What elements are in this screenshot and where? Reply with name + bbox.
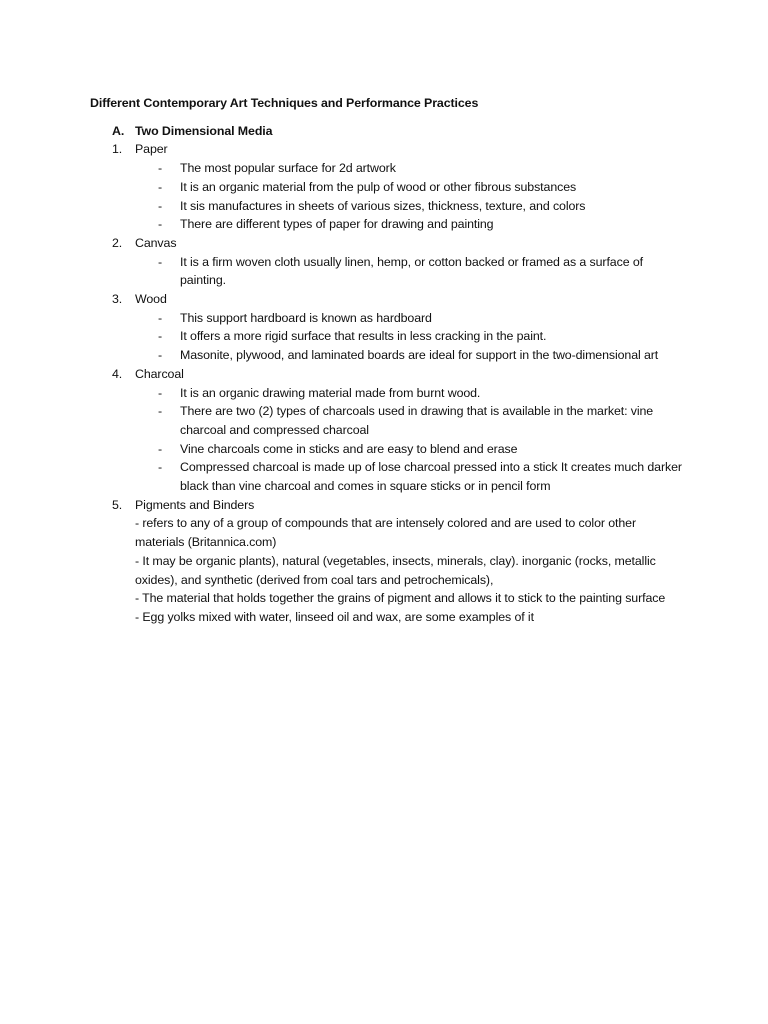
item-number: 1. bbox=[112, 142, 123, 157]
charcoal-bullets bbox=[90, 384, 688, 496]
bullet-item: - There are different types of paper for drawing and painting bbox=[158, 217, 494, 232]
bullet-item: - This support hardboard is known as hardboard bbox=[158, 310, 432, 325]
paper-bullets bbox=[90, 159, 688, 234]
bullet-item: - Compressed charcoal is made up of lose charcoal pressed into a stick It creates much darker black than vine charcoal and comes in square sticks or in pencil form bbox=[158, 460, 682, 494]
document-title: Different Contemporary Art Techniques and Performance Practices bbox=[90, 96, 479, 110]
pigments-paragraph: - refers to any of a group of compounds that are intensely colored and are used to color other materials (Britannica.com) bbox=[135, 516, 636, 550]
bullet-item: - It is an organic material from the pulp of wood or other fibrous substances bbox=[158, 179, 577, 194]
item-label: Paper bbox=[135, 142, 168, 157]
bullet-item: - The most popular surface for 2d artwork bbox=[158, 161, 396, 176]
item-label: Charcoal bbox=[135, 366, 184, 381]
list-item-canvas bbox=[90, 234, 688, 253]
section-heading bbox=[90, 122, 688, 141]
section-marker: A. bbox=[112, 123, 125, 138]
bullet-item: - There are two (2) types of charcoals used in drawing that is available in the market: vine charcoal and compressed charcoal bbox=[158, 404, 654, 437]
item-label: Wood bbox=[135, 292, 167, 307]
bullet-item: - It sis manufactures in sheets of various sizes, thickness, texture, and colors bbox=[158, 198, 586, 213]
bullet-item: - Vine charcoals come in sticks and are easy to blend and erase bbox=[158, 441, 518, 456]
item-label: Canvas bbox=[135, 235, 177, 250]
canvas-bullets bbox=[90, 253, 688, 290]
pigments-paragraph: - It may be organic plants), natural (vegetables, insects, minerals, clay). inorganic (rocks, metallic oxides), and synthetic (derived from coal tars and petrochemicals), bbox=[135, 553, 656, 587]
section-label: Two Dimensional Media bbox=[135, 123, 273, 138]
bullet-item: - It is a firm woven cloth usually linen, hemp, or cotton backed or framed as a surface of painting. bbox=[158, 254, 643, 288]
bullet-item: - It offers a more rigid surface that results in less cracking in the paint. bbox=[158, 329, 547, 344]
binders-paragraph: - The material that holds together the grains of pigment and allows it to stick to the painting surface bbox=[135, 591, 666, 606]
item-number: 4. bbox=[112, 366, 123, 381]
bullet-item: - It is an organic drawing material made from burnt wood. bbox=[158, 385, 481, 400]
binders-paragraph: - Egg yolks mixed with water, linseed oil and wax, are some examples of it bbox=[135, 609, 534, 624]
list-item-charcoal bbox=[90, 365, 688, 384]
list-item-pigments-and-binders bbox=[90, 496, 688, 515]
item-label: Pigments and Binders bbox=[135, 497, 255, 512]
wood-bullets bbox=[90, 309, 688, 365]
item-number: 5. bbox=[112, 497, 123, 512]
item-number: 2. bbox=[112, 235, 123, 250]
item-number: 3. bbox=[112, 292, 123, 307]
list-item-paper bbox=[90, 140, 688, 159]
bullet-item: - Masonite, plywood, and laminated boards are ideal for support in the two-dimensional art bbox=[158, 348, 659, 363]
list-item-wood bbox=[90, 290, 688, 309]
